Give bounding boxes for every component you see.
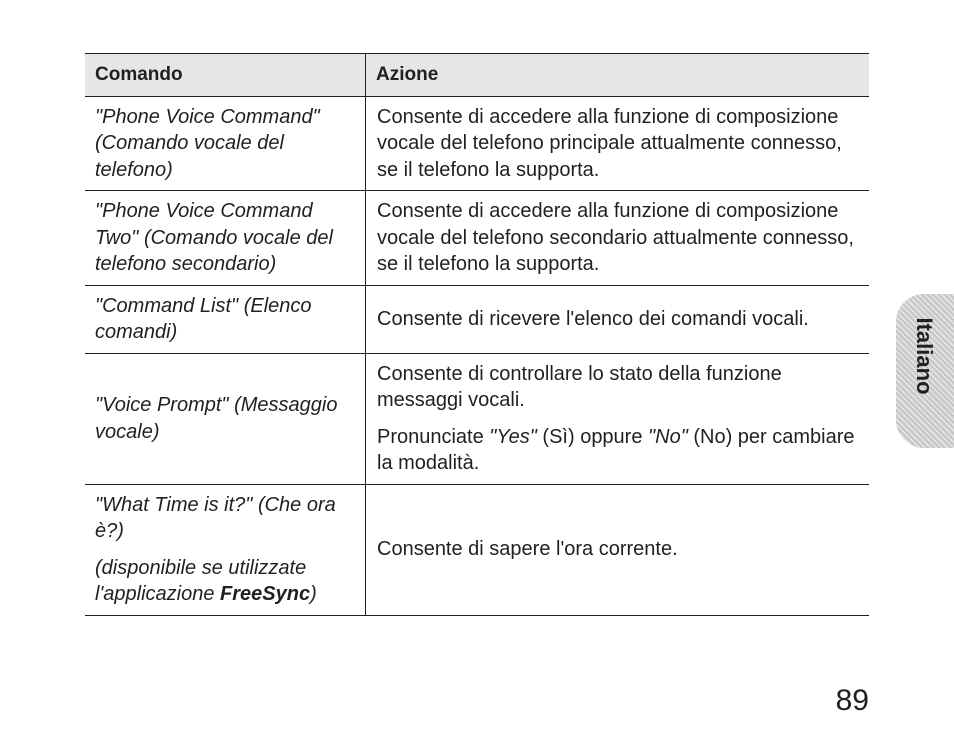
command-cell: "Voice Prompt" (Messaggio vocale): [85, 353, 366, 484]
yes-keyword: "Yes": [489, 425, 537, 448]
command-note-prefix: (disponibile se utilizzate l'applicazione: [95, 556, 307, 605]
command-note: [95, 555, 355, 608]
table-row: [85, 96, 869, 191]
no-keyword: "No": [648, 425, 688, 448]
action-extra-suffix: (No) per cambiare la modalità.: [377, 425, 855, 474]
action-extra-prefix: Pronunciate: [377, 425, 490, 448]
table-header-row: [85, 54, 869, 97]
command-cell: "Command List" (Elenco comandi): [85, 285, 366, 353]
page-number: 89: [835, 684, 869, 717]
action-cell: Consente di sapere l'ora corrente.: [366, 484, 870, 615]
command-column-header: Comando: [85, 54, 366, 97]
action-paragraph-extra: [377, 424, 859, 477]
command-cell: "Phone Voice Command" (Comando vocale del telefono): [85, 96, 366, 191]
action-cell: [366, 353, 870, 484]
action-extra-middle: (Sì) oppure: [536, 425, 649, 448]
action-cell: Consente di ricevere l'elenco dei comandi vocali.: [366, 285, 870, 353]
action-cell: Consente di accedere alla funzione di composizione vocale del telefono principale attualmente connesso, se il telefono la supporta.: [366, 96, 870, 191]
action-column-header: Azione: [366, 54, 870, 97]
app-name: FreeSync: [220, 583, 311, 605]
voice-commands-table: [85, 53, 869, 616]
command-cell: [85, 484, 366, 615]
table-row: [85, 353, 869, 484]
command-cell: "Phone Voice Command Two" (Comando vocale del telefono secondario): [85, 191, 366, 286]
action-cell: Consente di accedere alla funzione di composizione vocale del telefono secondario attualmente connesso, se il telefono la supporta.: [366, 191, 870, 286]
command-text: "What Time is it?" (Che ora è?): [95, 493, 336, 542]
table-row: [85, 191, 869, 286]
table-row: [85, 484, 869, 615]
language-tab-label: Italiano: [912, 317, 937, 395]
table-row: [85, 285, 869, 353]
action-paragraph: Consente di controllare lo stato della funzione messaggi vocali.: [377, 362, 782, 411]
command-note-suffix: ): [310, 583, 317, 605]
